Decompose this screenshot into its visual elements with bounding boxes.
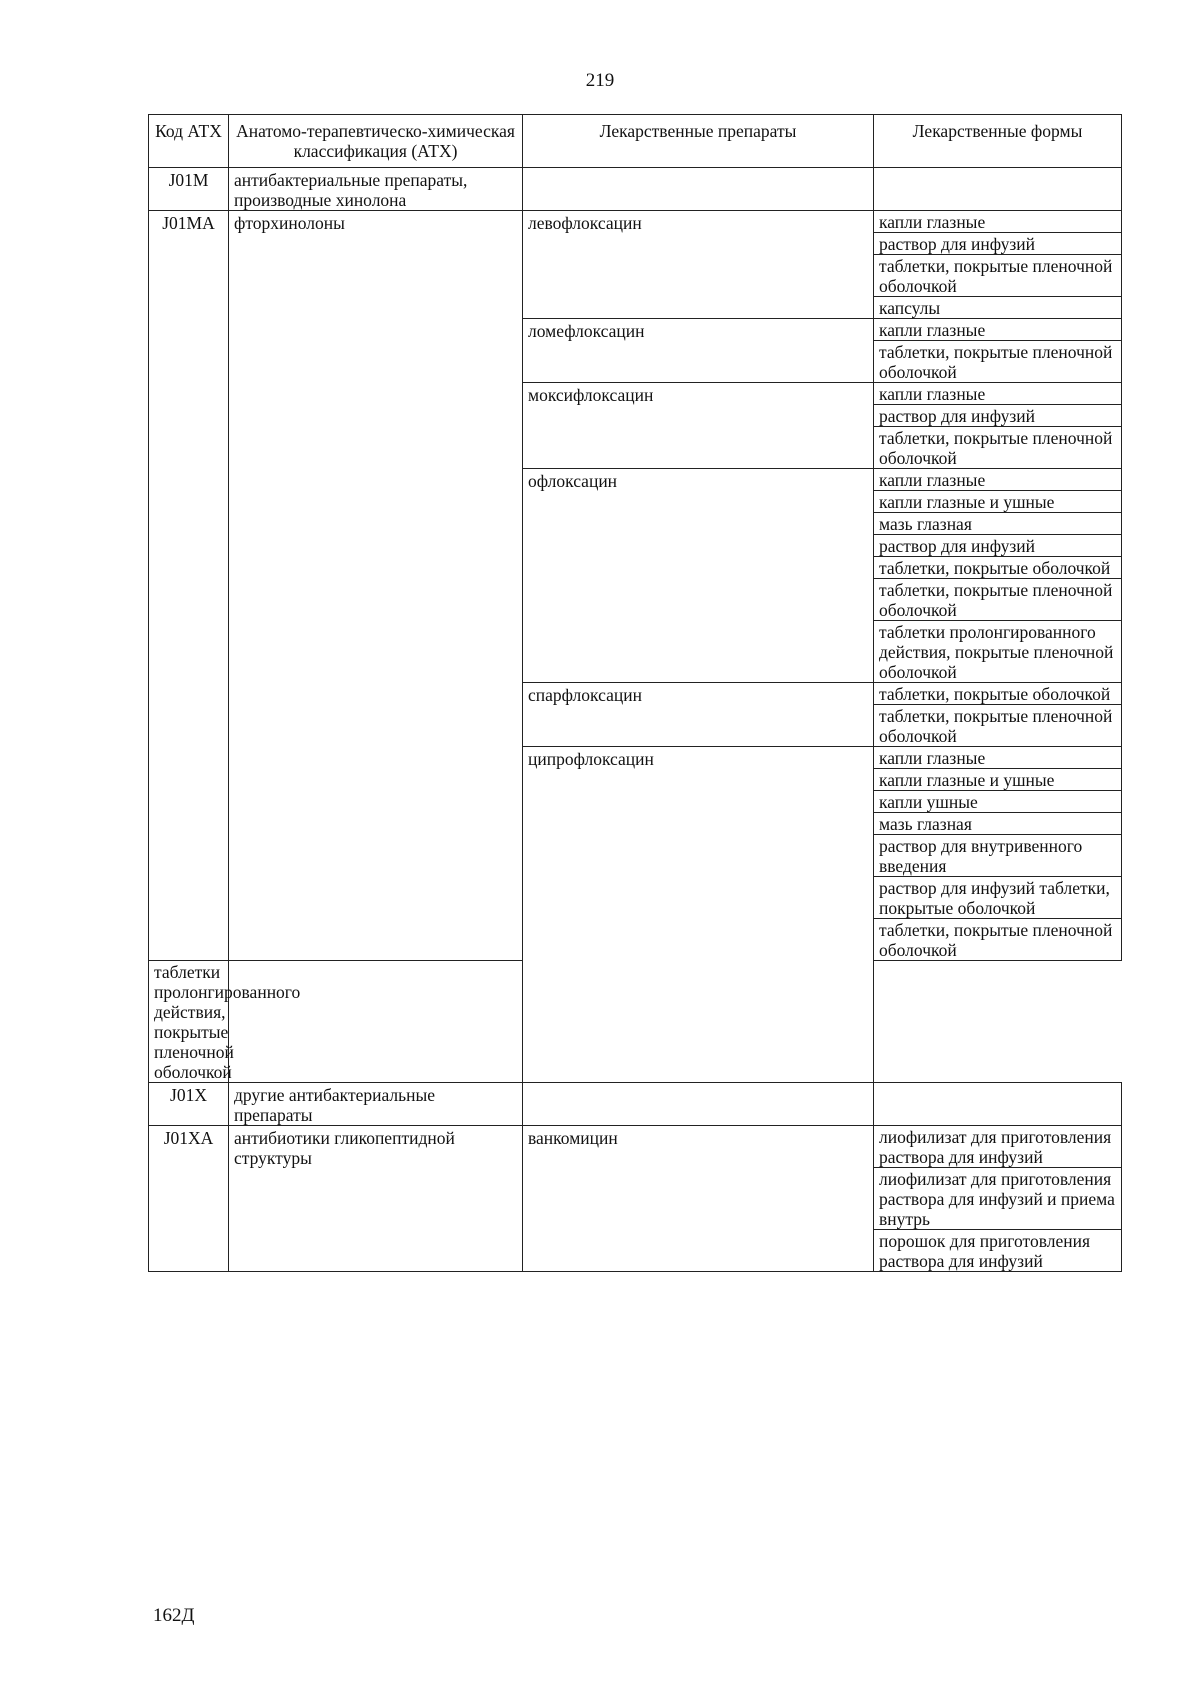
drug-form: раствор для внутривенного введения [874, 835, 1122, 877]
table-header-row [149, 115, 1122, 168]
column-header-classification: Анатомо-терапевтическо-химическая классификация (АТХ) [229, 115, 523, 168]
atc-classification: фторхинолоны [229, 211, 523, 961]
drug-form: капли глазные и ушные [874, 491, 1122, 513]
drug-name: левофлоксацин [523, 211, 874, 319]
drug-form: таблетки, покрытые пленочной оболочкой [874, 341, 1122, 383]
drug-name [523, 168, 874, 211]
table-row [149, 1083, 1122, 1126]
drug-form: мазь глазная [874, 513, 1122, 535]
drug-form: лиофилизат для приготовления раствора для инфузий и приема внутрь [874, 1168, 1122, 1230]
drug-form: раствор для инфузий таблетки, покрытые оболочкой [874, 877, 1122, 919]
drug-form: капли глазные [874, 319, 1122, 341]
drug-form: таблетки, покрытые пленочной оболочкой [874, 919, 1122, 961]
atc-code: J01X [149, 1083, 229, 1126]
drug-form: капли глазные [874, 469, 1122, 491]
column-header-drugs: Лекарственные препараты [523, 115, 874, 168]
drug-form: таблетки, покрытые пленочной оболочкой [874, 579, 1122, 621]
drug-form: таблетки, покрытые пленочной оболочкой [874, 427, 1122, 469]
drug-name: спарфлоксацин [523, 683, 874, 747]
drug-name: офлоксацин [523, 469, 874, 683]
atc-classification: антибактериальные препараты, производные хинолона [229, 168, 523, 211]
drug-form: таблетки, покрытые оболочкой [874, 557, 1122, 579]
drug-form: капли глазные и ушные [874, 769, 1122, 791]
drug-form: капли глазные [874, 211, 1122, 233]
page-number: 219 [585, 70, 615, 91]
drug-form: капли ушные [874, 791, 1122, 813]
column-header-forms: Лекарственные формы [874, 115, 1122, 168]
footer-code: 162Д [153, 1605, 195, 1626]
table-row [149, 168, 1122, 211]
drug-form: таблетки пролонгированного действия, покрытые пленочной оболочкой [874, 621, 1122, 683]
drug-name: ванкомицин [523, 1126, 874, 1272]
drug-form: лиофилизат для приготовления раствора для инфузий [874, 1126, 1122, 1168]
drug-form: таблетки пролонгированного действия, покрытые пленочной оболочкой [149, 961, 229, 1083]
drug-name: моксифлоксацин [523, 383, 874, 469]
drug-form: раствор для инфузий [874, 535, 1122, 557]
drug-form: капсулы [874, 297, 1122, 319]
drug-form: раствор для инфузий [874, 405, 1122, 427]
table-row [149, 211, 1122, 233]
atc-classification: антибиотики гликопептидной структуры [229, 1126, 523, 1272]
drug-form: капли глазные [874, 747, 1122, 769]
atc-classification: другие антибактериальные препараты [229, 1083, 523, 1126]
drug-form: таблетки, покрытые оболочкой [874, 683, 1122, 705]
column-header-code: Код АТХ [149, 115, 229, 168]
drug-name: ципрофлоксацин [523, 747, 874, 1083]
drug-form: раствор для инфузий [874, 233, 1122, 255]
drug-name: ломефлоксацин [523, 319, 874, 383]
drug-form: мазь глазная [874, 813, 1122, 835]
atc-code: J01XA [149, 1126, 229, 1272]
drug-form: порошок для приготовления раствора для инфузий [874, 1230, 1122, 1272]
atc-code: J01M [149, 168, 229, 211]
table-row [149, 1126, 1122, 1168]
drug-form: капли глазные [874, 383, 1122, 405]
drug-form [874, 168, 1122, 211]
drug-name [523, 1083, 874, 1126]
atc-drug-table [148, 114, 1122, 1272]
drug-form: таблетки, покрытые пленочной оболочкой [874, 255, 1122, 297]
drug-form [874, 1083, 1122, 1126]
drug-form: таблетки, покрытые пленочной оболочкой [874, 705, 1122, 747]
atc-code: J01MA [149, 211, 229, 961]
